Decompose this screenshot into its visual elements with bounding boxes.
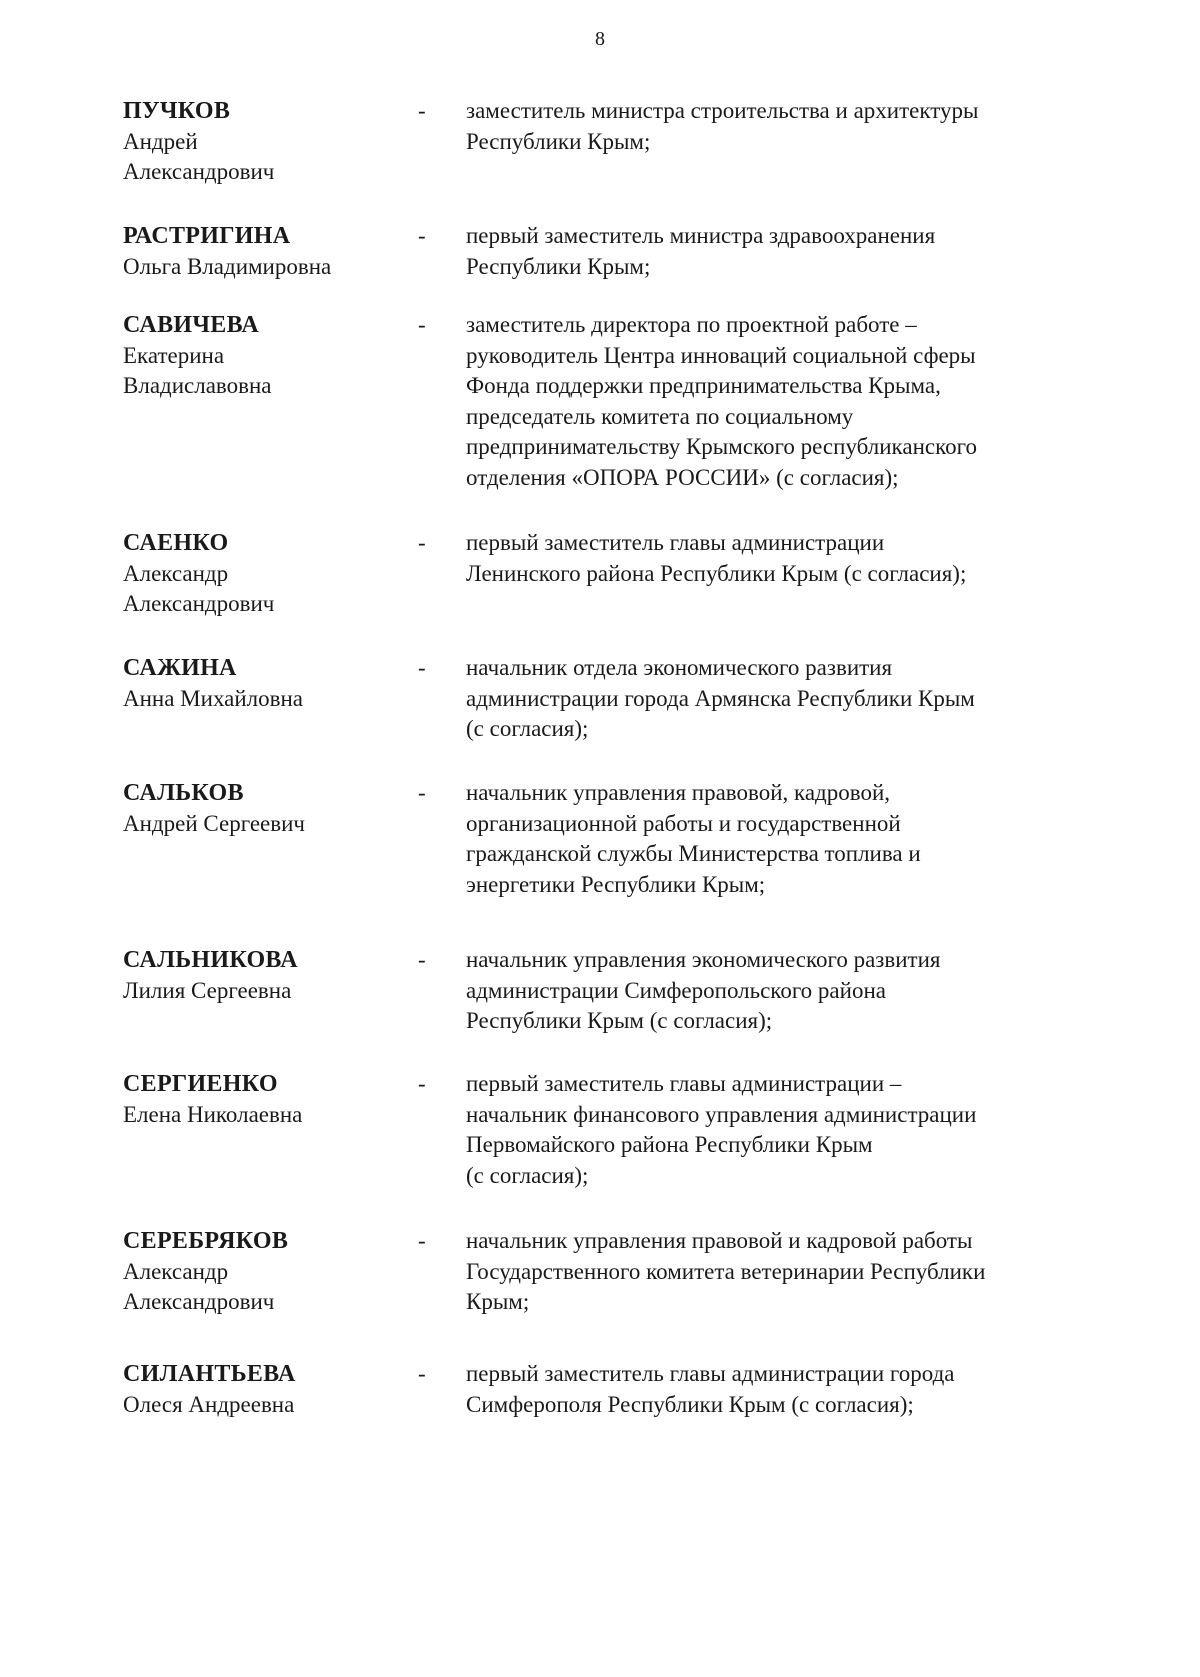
person-name-block [123,221,403,282]
separator-dash: - [418,223,426,248]
person-surname: РАСТРИГИНА [123,223,291,249]
separator-dash: - [418,98,426,123]
person-name-block [123,1069,403,1130]
position-description: первый заместитель главы администрации – начальник финансового управления администрации Первомайского района Республики Крым (с согласия); [466,1071,977,1188]
separator-dash: - [418,530,426,555]
person-surname: СЕРГИЕНКО [123,1071,278,1097]
person-name-block [123,310,403,402]
person-name-block [123,778,403,839]
person-name-block [123,945,403,1006]
separator-dash: - [418,312,426,337]
person-surname: СЕРЕБРЯКОВ [123,1228,289,1254]
position-description: начальник управления экономического развития администрации Симферопольского района Республики Крым (с согласия); [466,947,941,1033]
person-given-name: Александр [123,1258,229,1284]
separator-dash: - [418,780,426,805]
person-given-name: Ольга Владимировна [123,253,332,279]
person-given-name: Андрей Сергеевич [123,810,306,836]
position-description: первый заместитель министра здравоохранения Республики Крым; [466,223,936,279]
position-description: первый заместитель главы администрации Ленинского района Республики Крым (с согласия); [466,530,967,586]
person-name-block [123,96,403,188]
person-surname: САЕНКО [123,530,229,556]
person-given-name: Елена Николаевна [123,1101,303,1127]
person-given-name: Александр [123,560,229,586]
separator-dash: - [418,655,426,680]
position-description: начальник отдела экономического развития администрации города Армянска Республики Крым (с согласия); [466,655,975,741]
person-given-name: Андрей [123,128,198,154]
person-surname: САВИЧЕВА [123,312,259,338]
separator-dash: - [418,947,426,972]
position-description: заместитель директора по проектной работе – руководитель Центра инноваций социальной сферы Фонда поддержки предпринимательства Крыма, председатель комитета по социальному предпринимательству Крымского республиканского отделения «ОПОРА РОССИИ» (с согласия); [466,312,977,490]
position-description: начальник управления правовой, кадровой, организационной работы и государственной гражданской службы Министерства топлива и энергетики Республики Крым; [466,780,921,897]
person-name-block [123,1226,403,1318]
person-given-name: Лилия Сергеевна [123,977,292,1003]
person-surname: САЛЬНИКОВА [123,947,298,973]
person-patronymic: Владиславовна [123,373,272,398]
person-patronymic: Александрович [123,591,275,616]
separator-dash: - [418,1228,426,1253]
person-name-block [123,653,403,714]
person-surname: ПУЧКОВ [123,98,231,124]
person-surname: СИЛАНТЬЕВА [123,1361,296,1387]
separator-dash: - [418,1071,426,1096]
person-given-name: Екатерина [123,342,225,368]
person-patronymic: Александрович [123,159,275,184]
position-description: начальник управления правовой и кадровой работы Государственного комитета ветеринарии Республики Крым; [466,1228,986,1314]
person-patronymic: Александрович [123,1289,275,1314]
separator-dash: - [418,1361,426,1386]
person-given-name: Анна Михайловна [123,685,304,711]
position-description: первый заместитель главы администрации города Симферополя Республики Крым (с согласия); [466,1361,955,1417]
person-surname: САЖИНА [123,655,237,681]
person-surname: САЛЬКОВ [123,780,244,806]
person-name-block [123,528,403,620]
person-given-name: Олеся Андреевна [123,1391,295,1417]
page-number: 8 [595,28,605,50]
person-name-block [123,1359,403,1420]
position-description: заместитель министра строительства и архитектуры Республики Крым; [466,98,979,154]
